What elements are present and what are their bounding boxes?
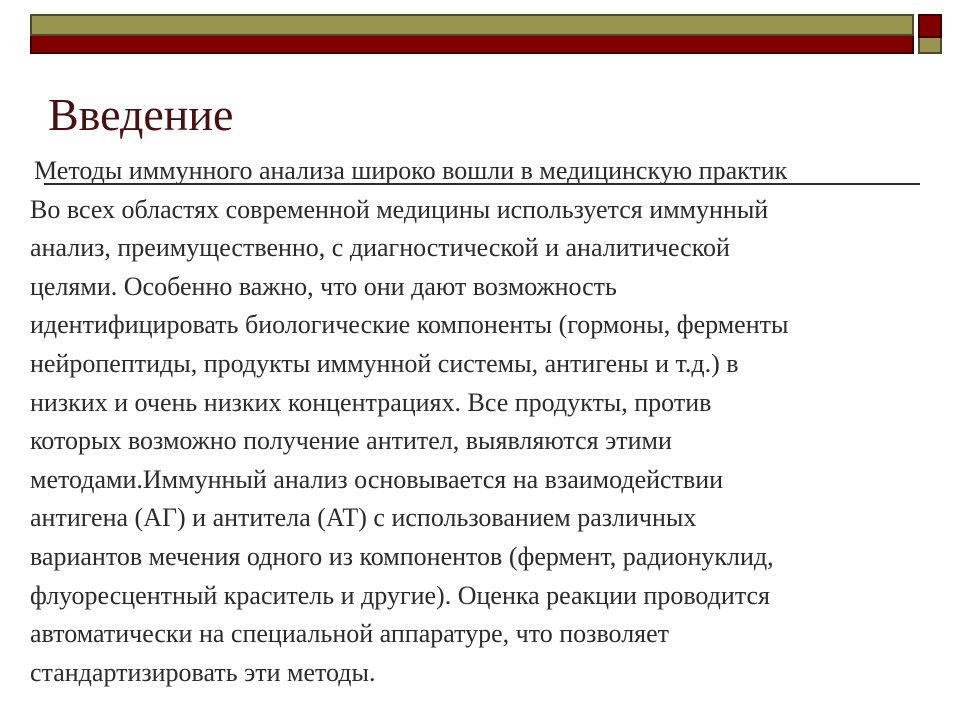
body-line: целями. Особенно важно, что они дают возможность <box>30 271 617 301</box>
body-line: Во всех областях современной медицины используется иммунный <box>30 194 769 224</box>
body-line: нейропептиды, продукты иммунной системы, антигены и т.д.) в <box>30 348 739 378</box>
slide-title: Введение <box>48 89 234 140</box>
body-line: автоматически на специальной аппаратуре, что позволяет <box>30 619 670 649</box>
body-line: методами.Иммунный анализ основывается на взаимодействии <box>30 464 724 494</box>
header-bar-red <box>30 36 914 54</box>
body-line: флуоресцентный краситель и другие). Оценка реакции проводится <box>30 580 770 610</box>
body-line: вариантов мечения одного из компонентов (фермент, радионуклид, <box>30 541 774 571</box>
body-line: Методы иммунного анализа широко вошли в медицинскую практик <box>34 156 788 185</box>
body-line: низких и очень низких концентрациях. Все продукты, против <box>30 387 712 417</box>
body-line: стандартизировать эти методы. <box>30 657 376 687</box>
header-square-red <box>918 14 942 38</box>
body-line: которых возможно получение антител, выявляются этими <box>30 426 672 456</box>
header-decoration <box>0 0 960 60</box>
body-line: антигена (АГ) и антитела (АТ) с использованием различных <box>30 503 697 533</box>
header-square-olive <box>918 38 942 54</box>
body-line: идентифицировать биологические компоненты (гормоны, ферменты <box>30 310 789 340</box>
header-bar-olive <box>30 14 914 36</box>
slide-body-text <box>30 152 960 692</box>
body-line: анализ, преимущественно, с диагностической и аналитической <box>30 233 730 263</box>
